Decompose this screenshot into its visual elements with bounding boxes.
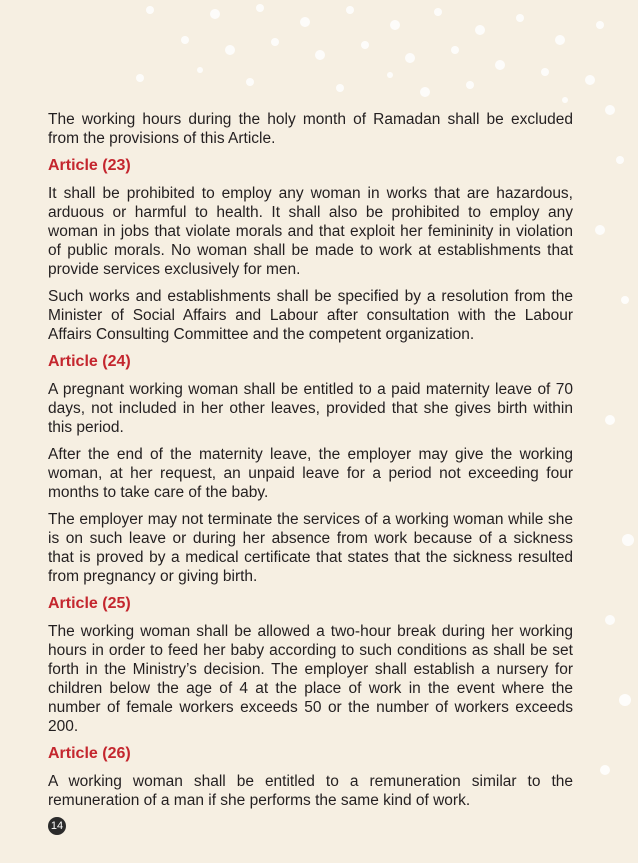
paragraph: The employer may not terminate the services of a working woman while she is on such leave or during her absence from work because of a sickness that is proved by a medical certificate that states that the sickness resulted from pregnancy or giving birth. (48, 511, 573, 585)
paragraph: It shall be prohibited to employ any woman in works that are hazardous, arduous or harmful to health. It shall also be prohibited to employ any woman in jobs that violate morals and that exploit her femininity in violation of public morals. No woman shall be made to work at establishments that provide services exclusively for men. (48, 185, 573, 278)
document-body (48, 110, 573, 818)
article-heading: Article (26) (48, 745, 131, 762)
page-number-badge: 14 (48, 817, 66, 835)
article-heading: Article (23) (48, 157, 131, 174)
paragraph: Such works and establishments shall be specified by a resolution from the Minister of Social Affairs and Labour after consultation with the Labour Affairs Consulting Committee and the competent organization. (48, 288, 573, 343)
article-heading: Article (24) (48, 353, 131, 370)
article-heading: Article (25) (48, 595, 131, 612)
paragraph: A working woman shall be entitled to a remuneration similar to the remuneration of a man if she performs the same kind of work. (48, 773, 573, 809)
paragraph: The working hours during the holy month of Ramadan shall be excluded from the provisions of this Article. (48, 111, 573, 147)
paragraph: After the end of the maternity leave, the employer may give the working woman, at her request, an unpaid leave for a period not exceeding four months to take care of the baby. (48, 446, 573, 501)
paragraph: A pregnant working woman shall be entitled to a paid maternity leave of 70 days, not included in her other leaves, provided that she gives birth within this period. (48, 381, 573, 436)
paragraph: The working woman shall be allowed a two-hour break during her working hours in order to feed her baby according to such conditions as shall be set forth in the Ministry’s decision. The employer shall establish a nursery for children below the age of 4 at the place of work in the event where the number of female workers exceeds 50 or the number of workers exceeds 200. (48, 623, 573, 735)
